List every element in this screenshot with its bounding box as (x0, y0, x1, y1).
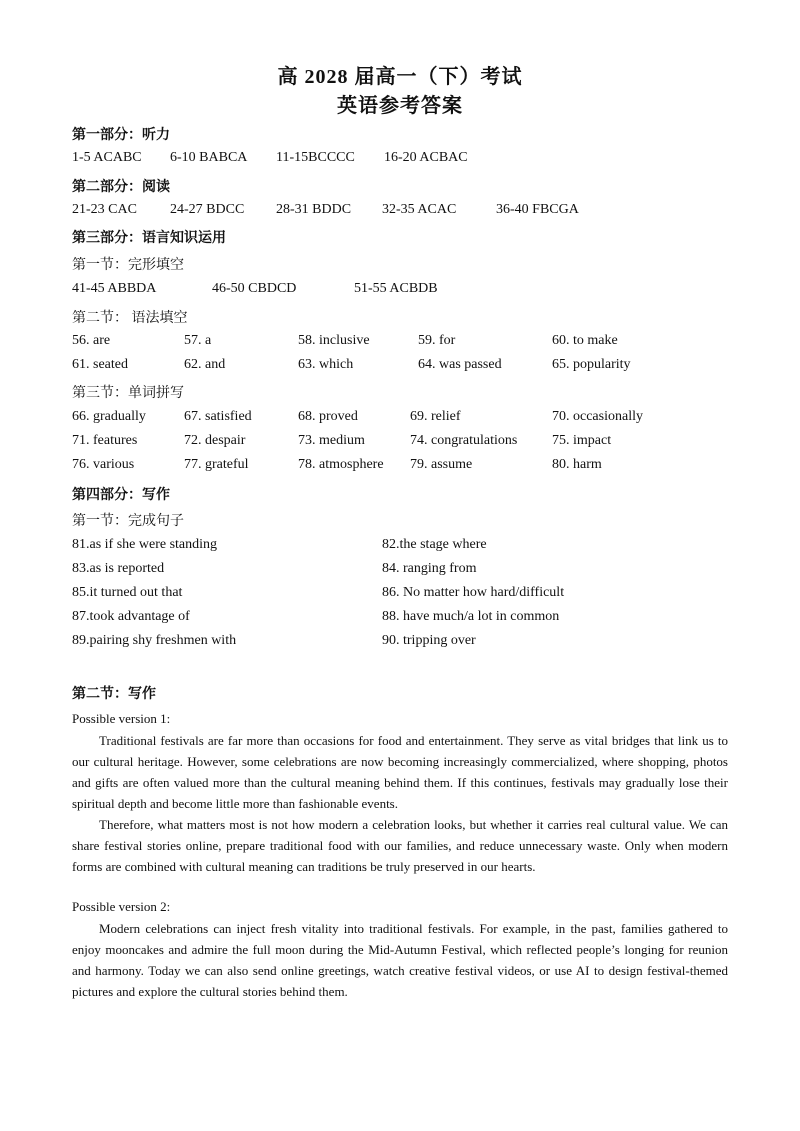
answer-group: 51-55 ACBDB (354, 281, 438, 296)
version1-paragraph-1: Traditional festivals are far more than occasions for food and entertainment. They serve as vital bridges that link us to our cultural heritage. However, some celebrations are now becoming increasingly commercialized, where shopping, photos and gifts are often valued more than the cultural meaning behind them. If this continues, festivals may gradually lose their spiritual depth and become little more than fashionable events. (72, 733, 728, 811)
answer-group: 24-27 BDCC (170, 202, 245, 217)
answer-group: 36-40 FBCGA (496, 202, 579, 217)
answer-item: 82.the stage where (382, 537, 487, 552)
cloze-heading: 第一节：完形填空 (72, 258, 184, 273)
answer-group: 41-45 ABBDA (72, 281, 157, 296)
word-spelling-heading: 第三节：单词拼写 (72, 386, 184, 401)
answer-item: 57. a (184, 333, 212, 348)
answer-group: 21-23 CAC (72, 202, 137, 217)
sentence-completion-heading: 第一节：完成句子 (72, 514, 184, 529)
answer-item: 63. which (298, 357, 354, 372)
part3-heading: 第三部分：语言知识运用 (72, 231, 226, 246)
writing-heading: 第二节：写作 (72, 687, 156, 702)
answer-item: 61. seated (72, 357, 128, 372)
exam-title: 高 2028 届高一（下）考试 (277, 66, 523, 88)
version2-label: Possible version 2: (72, 899, 171, 914)
answer-item: 74. congratulations (410, 433, 518, 448)
part1-heading: 第一部分：听力 (72, 128, 170, 143)
answer-item: 77. grateful (184, 457, 249, 472)
answer-item: 78. atmosphere (298, 457, 384, 472)
answer-item: 86. No matter how hard/difficult (382, 585, 565, 600)
answer-item: 88. have much/a lot in common (382, 609, 560, 624)
answer-item: 89.pairing shy freshmen with (72, 633, 237, 648)
answer-item: 81.as if she were standing (72, 537, 218, 552)
grammar-fill-heading: 第二节： 语法填空 (72, 311, 188, 326)
part2-heading: 第二部分：阅读 (72, 180, 170, 195)
answer-item: 68. proved (298, 409, 358, 424)
answer-item: 84. ranging from (382, 561, 477, 576)
answer-item: 85.it turned out that (72, 585, 183, 600)
answer-group: 1-5 ACABC (72, 150, 142, 165)
answer-item: 67. satisfied (184, 409, 252, 424)
answer-item: 71. features (72, 433, 138, 448)
answer-item: 73. medium (298, 433, 365, 448)
part4-heading: 第四部分：写作 (72, 488, 170, 503)
answer-item: 62. and (184, 357, 226, 372)
answer-item: 59. for (418, 333, 456, 348)
answer-item: 79. assume (410, 457, 473, 472)
answer-group: 32-35 ACAC (382, 202, 457, 217)
answer-item: 76. various (72, 457, 135, 472)
version1-paragraph-2: Therefore, what matters most is not how modern a celebration looks, but whether it carries real cultural value. We can share festival stories online, prepare traditional food with our families, and reduce unnecessary waste. Only when modern forms are combined with cultural meaning can traditions be truly preserved in our hearts. (72, 817, 728, 874)
answer-group: 6-10 BABCA (170, 150, 248, 165)
answer-item: 83.as is reported (72, 561, 165, 576)
answer-key-title: 英语参考答案 (337, 95, 463, 117)
answer-item: 80. harm (552, 457, 602, 472)
answer-item: 56. are (72, 333, 111, 348)
version2-paragraph-1: Modern celebrations can inject fresh vitality into traditional festivals. For example, in the past, families gathered to enjoy mooncakes and admire the full moon during the Mid-Autumn Festival, which reflected people’s longing for reunion and harmony. Today we can also send online greetings, watch creative festival videos, or use AI to design festival-themed pictures and explore the cultural stories behind them. (72, 921, 728, 999)
answer-group: 11-15BCCCC (276, 150, 355, 165)
answer-item: 60. to make (552, 333, 618, 348)
answer-group: 28-31 BDDC (276, 202, 352, 217)
answer-item: 69. relief (410, 409, 461, 424)
answer-item: 58. inclusive (298, 333, 370, 348)
answer-item: 64. was passed (418, 357, 502, 372)
answer-item: 90. tripping over (382, 633, 476, 648)
answer-item: 72. despair (184, 433, 246, 448)
answer-item: 66. gradually (72, 409, 146, 424)
answer-item: 70. occasionally (552, 409, 643, 424)
answer-item: 65. popularity (552, 357, 631, 372)
answer-group: 16-20 ACBAC (384, 150, 468, 165)
answer-item: 75. impact (552, 433, 612, 448)
version1-label: Possible version 1: (72, 711, 171, 726)
answer-item: 87.took advantage of (72, 609, 190, 624)
answer-group: 46-50 CBDCD (212, 281, 297, 296)
